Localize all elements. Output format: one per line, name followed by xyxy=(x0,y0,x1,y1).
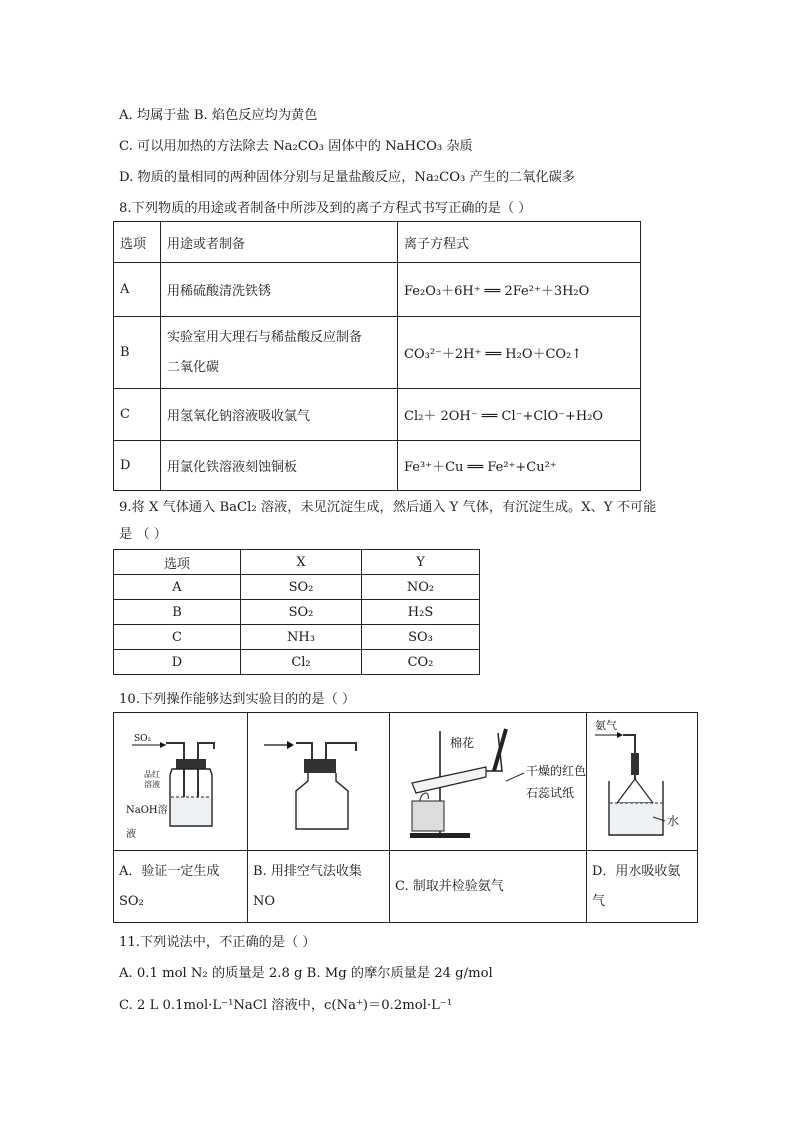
caption-d xyxy=(587,851,698,923)
question-10-table xyxy=(113,712,698,923)
cell: CO₂ xyxy=(362,650,480,675)
header-option: 选项 xyxy=(114,550,241,575)
cell: C xyxy=(114,625,241,650)
option-line-d: D. 物质的量相同的两种固体分别与足量盐酸反应，Na₂CO₃ 产生的二氧化碳多 xyxy=(119,170,575,185)
litmus-label-2: 石蕊试纸 xyxy=(526,786,575,800)
cell: H₂S xyxy=(362,600,480,625)
caption-a-line2: SO₂ xyxy=(119,893,144,909)
question-11-ab: A. 0.1 mol N₂ 的质量是 2.8 g B. Mg 的摩尔质量是 24 g/mol xyxy=(119,966,493,981)
caption-row xyxy=(114,851,698,923)
figure-b-cell xyxy=(248,713,390,851)
figure-c-cell xyxy=(390,713,587,851)
gas-washing-bottle-figure xyxy=(114,713,247,850)
caption-c xyxy=(390,851,587,923)
table-row xyxy=(114,575,480,600)
row-equation: Fe³⁺＋Cu ══ Fe²⁺+Cu²⁺ xyxy=(398,441,641,491)
table-row xyxy=(114,625,480,650)
caption-d-line1: D．用水吸收氨 xyxy=(592,863,681,879)
figure-d-cell xyxy=(587,713,698,851)
table-row xyxy=(114,317,641,389)
so2-label: SO₂ xyxy=(134,734,152,744)
cell: SO₃ xyxy=(362,625,480,650)
row-use-line2: 二氧化碳 xyxy=(167,359,220,375)
caption-b-line1: B. 用排空气法收集 xyxy=(253,863,362,879)
shui-label: 水 xyxy=(667,814,680,828)
question-9-table xyxy=(113,549,480,675)
option-line-ab: A. 均属于盐 B. 焰色反应均为黄色 xyxy=(119,108,318,123)
cell: B xyxy=(114,600,241,625)
caption-b xyxy=(248,851,390,923)
table-row xyxy=(114,600,480,625)
collection-bottle-figure xyxy=(248,713,389,850)
anqi-label: 氨气 xyxy=(595,719,617,732)
caption-d-line2: 气 xyxy=(592,893,606,909)
table-header-row xyxy=(114,550,480,575)
header-equation: 离子方程式 xyxy=(398,222,641,263)
naoh-label: NaOH溶 xyxy=(126,805,168,816)
row-use-line1: 实验室用大理石与稀盐酸反应制备 xyxy=(167,329,363,345)
naoh-label-cont: 液 xyxy=(126,829,136,840)
row-use: 用氢氧化钠溶液吸收氯气 xyxy=(161,389,398,441)
cell: A xyxy=(114,575,241,600)
cell: Cl₂ xyxy=(241,650,362,675)
header-x: X xyxy=(241,550,362,575)
question-8: 8.下列物质的用途或者制备中所涉及到的离子方程式书写正确的是（ ） xyxy=(119,201,532,216)
litmus-label-1: 干燥的红色 xyxy=(526,764,586,778)
cell: SO₂ xyxy=(241,575,362,600)
question-9-line1: 9.将 X 气体通入 BaCl₂ 溶液，未见沉淀生成，然后通入 Y 气体，有沉淀生成。X、Y 不可能 xyxy=(119,500,657,515)
option-line-c: C. 可以用加热的方法除去 Na₂CO₃ 固体中的 NaHCO₃ 杂质 xyxy=(119,139,473,154)
mianhua-label: 棉花 xyxy=(450,736,475,750)
caption-b-line2: NO xyxy=(253,893,276,909)
table-row xyxy=(114,263,641,317)
row-option: A xyxy=(114,263,161,317)
question-10: 10.下列操作能够达到实验目的的是（ ） xyxy=(119,692,356,707)
row-option: D xyxy=(114,441,161,491)
cell: SO₂ xyxy=(241,600,362,625)
header-y: Y xyxy=(362,550,480,575)
row-equation: Fe₂O₃＋6H⁺ ══ 2Fe²⁺＋3H₂O xyxy=(398,263,641,317)
cell: D xyxy=(114,650,241,675)
caption-c-line1: C. 制取并检验氨气 xyxy=(395,878,504,894)
figure-row xyxy=(114,713,698,851)
question-9-line2: 是 （ ） xyxy=(119,527,167,542)
table-row xyxy=(114,441,641,491)
row-equation: CO₃²⁻＋2H⁺ ══ H₂O＋CO₂↑ xyxy=(398,317,641,389)
cell: NO₂ xyxy=(362,575,480,600)
table-row xyxy=(114,650,480,675)
rongye-label: 溶液 xyxy=(144,780,160,789)
row-use xyxy=(161,317,398,389)
header-option: 选项 xyxy=(114,222,161,263)
table-header-row xyxy=(114,222,641,263)
row-option: B xyxy=(114,317,161,389)
row-use: 用氯化铁溶液刻蚀铜板 xyxy=(161,441,398,491)
table-row xyxy=(114,389,641,441)
row-use: 用稀硫酸清洗铁锈 xyxy=(161,263,398,317)
header-use: 用途或者制备 xyxy=(161,222,398,263)
question-11: 11.下列说法中，不正确的是（ ） xyxy=(119,935,316,950)
question-8-table xyxy=(113,221,641,491)
question-11-c: C. 2 L 0.1mol·L⁻¹NaCl 溶液中，c(Na⁺)＝0.2mol·L⁻¹ xyxy=(119,998,453,1013)
row-option: C xyxy=(114,389,161,441)
row-equation: Cl₂＋ 2OH⁻ ══ Cl⁻+ClO⁻+H₂O xyxy=(398,389,641,441)
figure-a-cell xyxy=(114,713,248,851)
cell: NH₃ xyxy=(241,625,362,650)
caption-a-line1: A．验证一定生成 xyxy=(119,863,220,879)
ammonia-apparatus-figure xyxy=(390,713,586,850)
caption-a xyxy=(114,851,248,923)
water-absorption-figure xyxy=(587,713,697,850)
pinhong-label: 品红 xyxy=(144,770,160,779)
